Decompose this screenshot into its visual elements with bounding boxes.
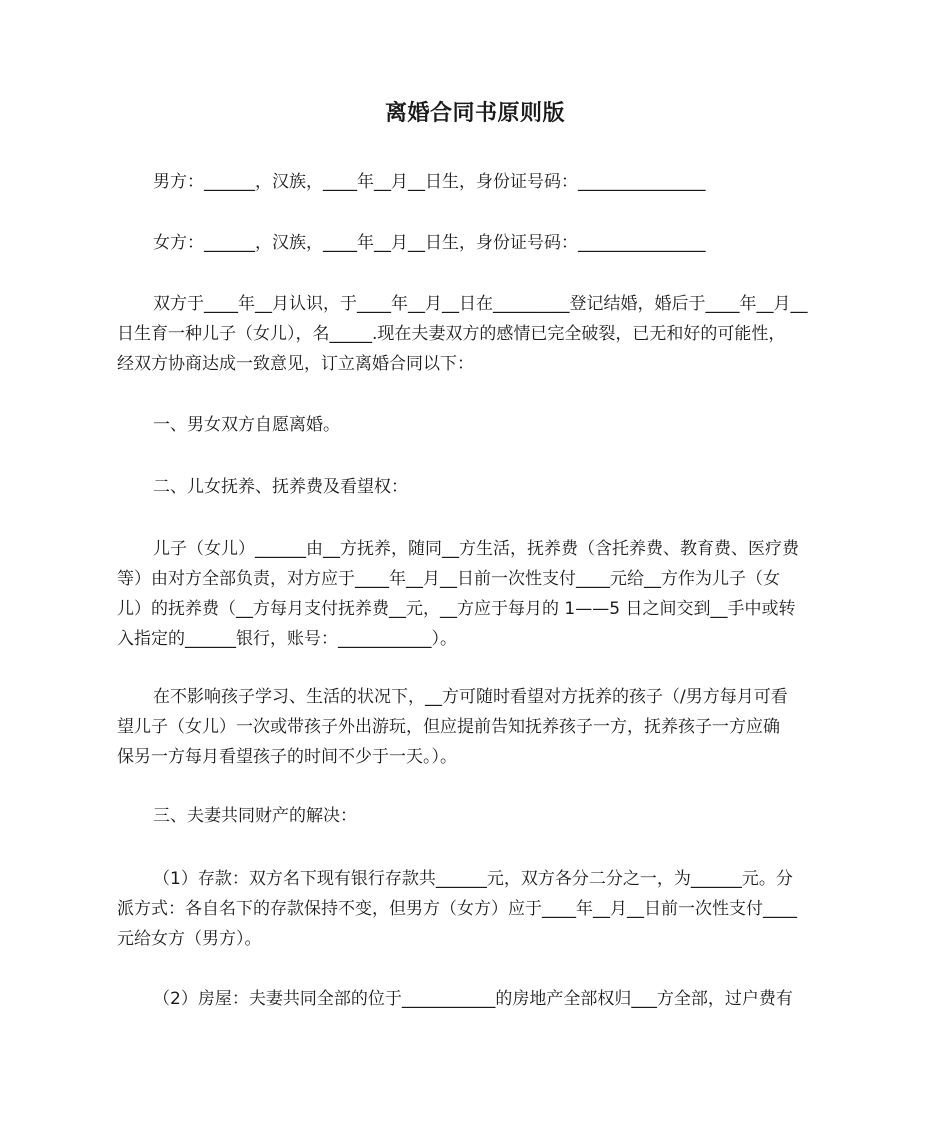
paragraph-visitation <box>117 682 837 772</box>
clause-2-heading <box>117 472 837 502</box>
text-line: 日生育一种儿子（女儿），名_____.现在夫妻双方的感情已完全破裂，已无和好的可能性， <box>117 324 786 344</box>
text-line: 二、儿女抚养、抚养费及看望权： <box>153 477 408 497</box>
paragraph-child-support <box>117 534 837 654</box>
text-line: 元给女方（男方）。 <box>117 929 262 949</box>
text-line: 经双方协商达成一致意见，订立离婚合同以下： <box>117 354 474 374</box>
text-line: 入指定的______银行，账号：___________）。 <box>117 629 457 649</box>
paragraph-woman <box>117 228 837 258</box>
paragraph-house <box>117 984 837 1014</box>
text-line: 一、男女双方自愿离婚。 <box>153 415 340 435</box>
text-line: 儿）的抚养费（__方每月支付抚养费__元，__方应于每月的 1——5 日之间交到__手中或转 <box>117 599 796 619</box>
text-line: 保另一方每月看望孩子的时间不少于一天。）。 <box>117 747 457 767</box>
text-line: （2）房屋：夫妻共同全部的位于___________的房地产全部权归___方全部，过户费有 <box>153 989 793 1009</box>
document-title: 离婚合同书原则版 <box>384 101 565 126</box>
text-line: 女方：______，汉族，____年__月__日生，身份证号码：_______________ <box>153 233 706 253</box>
paragraph-man <box>117 167 837 197</box>
clause-3-heading <box>117 801 837 831</box>
text-line: （1）存款：双方名下现有银行存款共______元，双方各分二分之一，为______元。分 <box>153 869 793 889</box>
text-line: 派方式：各自名下的存款保持不变，但男方（女方）应于____年__月__日前一次性支付____ <box>117 899 797 919</box>
paragraph-deposits <box>117 864 837 954</box>
text-line: 双方于____年__月认识，于____年__月__日在_________登记结婚，婚后于____年__月__ <box>153 294 808 314</box>
paragraph-intro <box>117 289 837 379</box>
text-line: 在不影响孩子学习、生活的状况下，__方可随时看望对方抚养的孩子（/男方每月可看 <box>153 687 788 707</box>
text-line: 儿子（女儿）______由__方抚养，随同__方生活，抚养费（含托养费、教育费、医疗费 <box>153 539 799 559</box>
text-line: 男方：______，汉族，____年__月__日生，身份证号码：_______________ <box>153 172 706 192</box>
text-line: 望儿子（女儿）一次或带孩子外出游玩，但应提前告知抚养孩子一方，抚养孩子一方应确 <box>117 717 780 737</box>
text-line: 等）由对方全部负责，对方应于____年__月__日前一次性支付____元给__方作为儿子（女 <box>117 569 780 589</box>
text-line: 三、夫妻共同财产的解决： <box>153 806 357 826</box>
clause-1 <box>117 410 837 440</box>
